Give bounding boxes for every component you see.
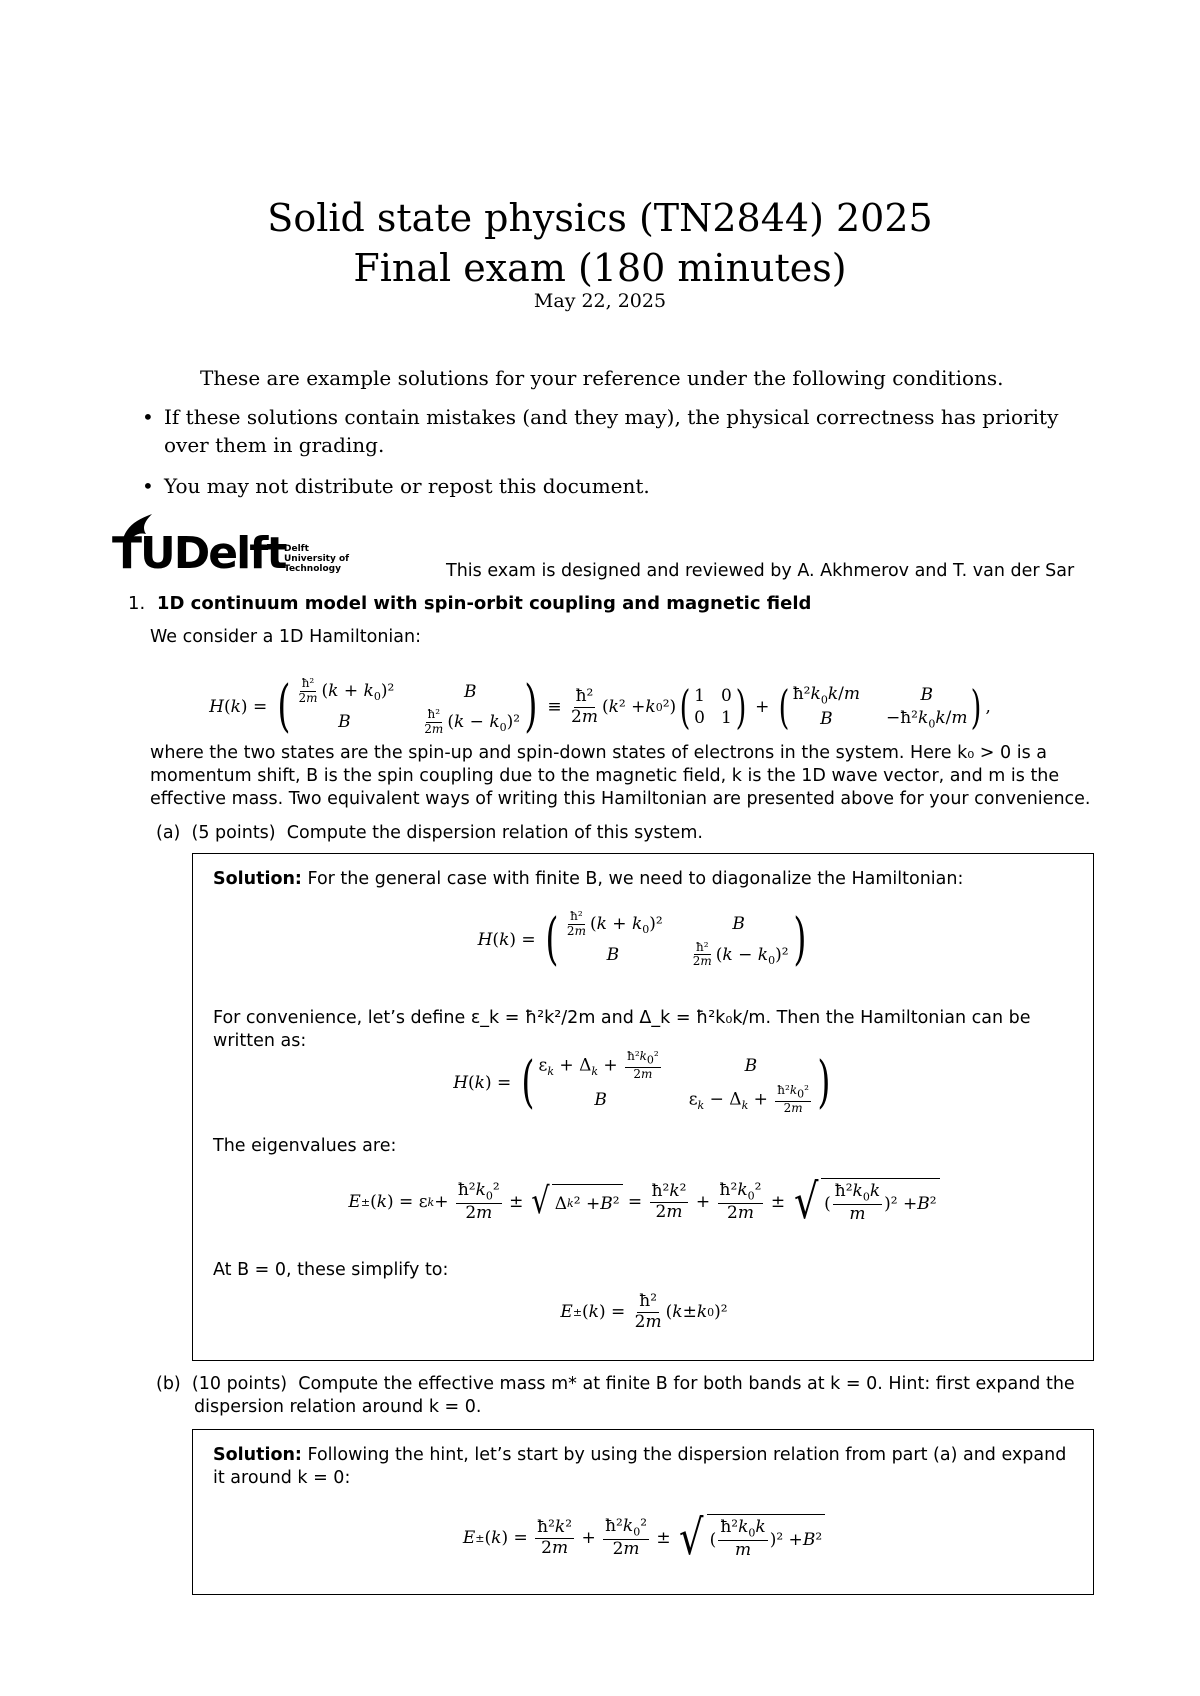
part-a-question: (a) (5 points) Compute the dispersion relation of this system. (156, 823, 703, 843)
solution-b-intro: Solution: Following the hint, let’s start by using the dispersion relation from part (a) and expand it around k = 0: (213, 1445, 1067, 1488)
solution-a-b0-intro: At B = 0, these simplify to: (213, 1260, 449, 1280)
solution-box-b (192, 1429, 1094, 1595)
logo-wordmark: TUDelft (112, 528, 286, 579)
solution-a-intro: Solution: For the general case with finite B, we need to diagonalize the Hamiltonian: (213, 869, 964, 889)
problem-title: 1D continuum model with spin-orbit coupling and magnetic field (156, 593, 812, 614)
solution-box-a (192, 853, 1094, 1361)
logo-subtext: Delft University of Technology (284, 544, 350, 574)
bullet-icon: • (142, 405, 154, 429)
exam-title-line1: Solid state physics (TN2844) 2025 (267, 196, 933, 240)
tudelft-logo (112, 512, 352, 580)
solution-a-eigen-intro: The eigenvalues are: (213, 1136, 397, 1156)
problem-intro: We consider a 1D Hamiltonian: (150, 627, 421, 647)
intro-text: These are example solutions for your reference under the following conditions. (200, 366, 1004, 390)
problem-1-heading (128, 593, 811, 614)
bullet-text: If these solutions contain mistakes (and they may), the physical correctness has priority over them in grading. (164, 405, 1059, 457)
hamiltonian-equation: H ( k ) = ( $\frac{\text{ħ²}}{2m}$ $(k + k_0)^2$ B B $\frac{\text{ħ²}}{2m}$ $(k - k_0)^2$ ) ≡ $\frac{\text{ħ²}}{2m}$ ( k ² + k 0 ²) ( 1 0 0 1 ) + ( $ħ^2k_0k/m$ B B $-ħ^2k_0k/m$ ) , (209, 674, 991, 739)
bullet-item-1 (142, 403, 1094, 459)
bullet-text: You may not distribute or repost this document. (164, 474, 650, 498)
credit-text: This exam is designed and reviewed by A. Akhmerov and T. van der Sar (446, 561, 1075, 581)
part-b-question: (b) (10 points) Compute the effective mass m* at finite B for both bands at k = 0. Hint: first expand the dispersion relation around k = 0. (156, 1374, 1075, 1417)
exam-date: May 22, 2025 (533, 290, 667, 312)
solution-b-dispersion: E ± ( k ) = $\frac{\text{ħ²k²}}{2m}$ + $\frac{ħ^2k_0^2}{2m}$ ± √ ( $\frac{ħ^2k_0k}{m}$ )² + B ² (193, 1514, 1095, 1562)
solution-a-eigenvalues: E ± ( k ) = ε k + $\frac{ħ^2k_0^2}{2m}$ ± √ Δ k ² + B ² = $\frac{\text{ħ²k²}}{2m}$ + $\frac{ħ^2k_0^2}{2m}$ ± √ ( $\frac{ħ^2k_0k}{m}$ )² + B ² (193, 1178, 1095, 1226)
solution-a-hamiltonian-2: H ( k ) = ( $\varepsilon_k + \Delta_k$ + $\frac{ħ^2k_0^2}{2m}$ B B $\varepsilon_k - \Delta_k$ + $\frac{ħ^2k_0^2}{2m}$ ) (453, 1049, 831, 1115)
solution-a-convenience: For convenience, let’s define ε_k = ħ²k²/2m and Δ_k = ħ²k₀k/m. Then the Hamiltonian can be written as: (213, 1008, 1031, 1051)
solution-a-b0-result: E ± ( k ) = $\frac{\text{ħ²}}{2m}$ ( k ± k 0 )² (560, 1291, 728, 1332)
problem-description: where the two states are the spin-up and spin-down states of electrons in the system. Here k₀ > 0 is a momentum shift, B is the spin coupling due to the magnetic field, k is the 1D wave vector, and m is the effective mass. Two equivalent ways of writing this Hamiltonian are presented above for your convenience. (150, 743, 1091, 809)
exam-title-line2: Final exam (180 minutes) (353, 246, 847, 290)
bullet-icon: • (142, 474, 154, 498)
bullet-item-2 (142, 472, 1094, 500)
problem-number: 1. (128, 593, 146, 614)
solution-a-hamiltonian: H ( k ) = ( $\frac{\text{ħ²}}{2m}$ $(k + k_0)^2$ B B $\frac{\text{ħ²}}{2m}$ $(k - k_0)^2$ ) (477, 906, 807, 972)
